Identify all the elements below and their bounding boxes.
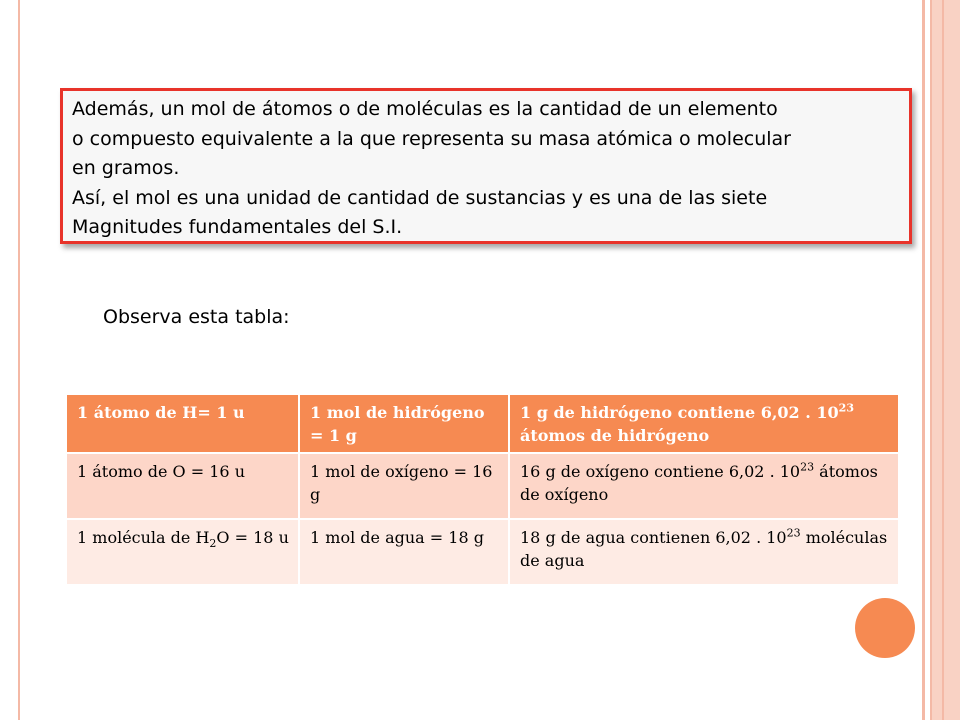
slide-frame-right-line <box>922 0 925 720</box>
header-cell-contains <box>509 395 899 453</box>
definition-line-2: o compuesto equivalente a la que representa su masa atómica o molecular <box>72 127 791 150</box>
header-c3-suffix: átomos de hidrógeno <box>520 426 710 445</box>
observe-table-label: Observa esta tabla: <box>103 306 290 328</box>
definition-line-5: Magnitudes fundamentales del S.I. <box>72 216 403 238</box>
definition-line-3: en gramos. <box>72 157 180 179</box>
row1-c3-text: 16 g de oxígeno contiene 6,02 . 10 <box>520 462 801 481</box>
row2-cell-mol: 1 mol de agua = 18 g <box>299 519 509 585</box>
row2-cell-molecule <box>67 519 299 585</box>
header-c3-exponent: 23 <box>838 401 854 415</box>
row1-cell-contains <box>509 453 899 519</box>
header-c3-text: 1 g de hidrógeno contiene 6,02 . 10 <box>520 403 839 422</box>
definition-line-4: Así, el mol es una unidad de cantidad de sustancias y es una de las siete <box>72 186 768 209</box>
row1-cell-atom: 1 átomo de O = 16 u <box>67 453 299 519</box>
row2-c1-text: 1 molécula de H <box>77 528 210 547</box>
row2-c3-text: 18 g de agua contienen 6,02 . 10 <box>520 528 787 547</box>
definition-text-box <box>60 88 912 244</box>
row2-cell-contains <box>509 519 899 585</box>
slide-frame-left-line <box>18 0 20 720</box>
row2-c1-subscript: 2 <box>209 537 217 551</box>
mol-equivalence-table <box>67 395 900 586</box>
row1-c3-exponent: 23 <box>800 460 815 474</box>
table-row <box>67 519 899 585</box>
header-cell-atom: 1 átomo de H= 1 u <box>67 395 299 453</box>
row2-c3-suffix: moléculas de agua <box>520 528 888 570</box>
row1-cell-mol: 1 mol de oxígeno = 16 g <box>299 453 509 519</box>
header-cell-mol: 1 mol de hidrógeno = 1 g <box>299 395 509 453</box>
table-row <box>67 453 899 519</box>
slide-frame-right-stripe <box>942 0 944 720</box>
row1-c3-suffix: átomos de oxígeno <box>520 462 878 504</box>
row2-c1-suffix: O = 18 u <box>216 528 289 547</box>
table-header-row <box>67 395 899 453</box>
slide-frame-right-band <box>930 0 960 720</box>
definition-line-1: Además, un mol de átomos o de moléculas es la cantidad de un elemento <box>72 98 778 120</box>
row2-c3-exponent: 23 <box>786 526 801 540</box>
decorative-circle <box>855 598 915 658</box>
